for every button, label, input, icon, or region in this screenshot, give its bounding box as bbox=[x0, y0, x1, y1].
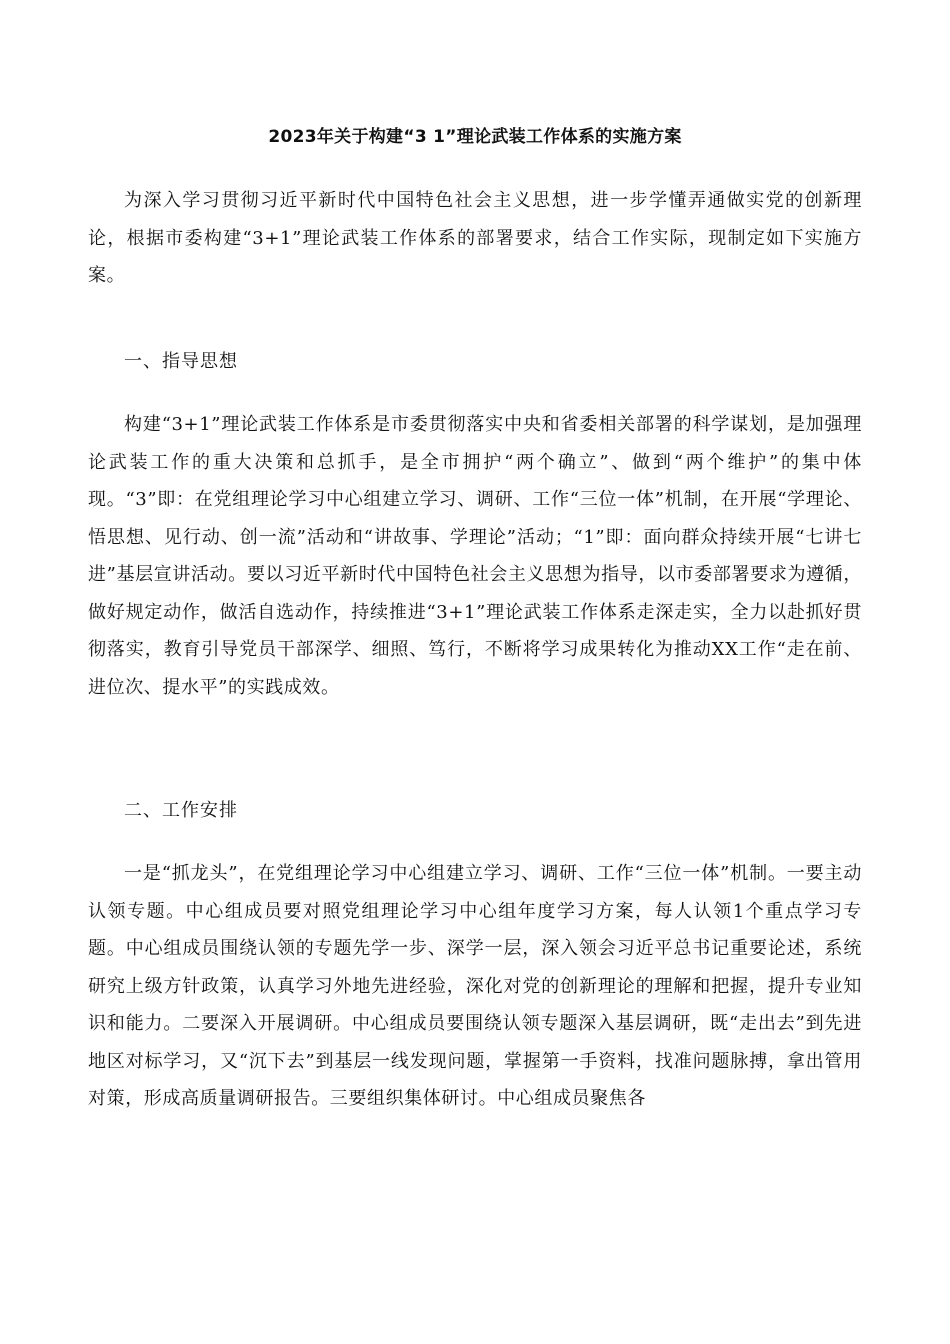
section-paragraph-work-arrangement: 一是“抓龙头”，在党组理论学习中心组建立学习、调研、工作“三位一体”机制。一要主动认领专题。中心组成员要对照党组理论学习中心组年度学习方案，每人认领1个重点学习专题。中心组成员围绕认领的专题先学一步、深学一层，深入领会习近平总书记重要论述，系统研究上级方针政策，认真学习外地先进经验，深化对党的创新理论的理解和把握，提升专业知识和能力。二要深入开展调研。中心组成员要围绕认领专题深入基层调研，既“走出去”到先进地区对标学习，又“沉下去”到基层一线发现问题，掌握第一手资料，找准问题脉搏，拿出管用对策，形成高质量调研报告。三要组织集体研讨。中心组成员聚焦各 bbox=[88, 863, 862, 1109]
document-title: 2023年关于构建“3 1”理论武装工作体系的实施方案 bbox=[268, 127, 682, 147]
intro-paragraph: 为深入学习贯彻习近平新时代中国特色社会主义思想，进一步学懂弄通做实党的创新理论，根据市委构建“3+1”理论武装工作体系的部署要求，结合工作实际，现制定如下实施方案。 bbox=[88, 190, 862, 286]
section-paragraph-guiding-ideology: 构建“3+1”理论武装工作体系是市委贯彻落实中央和省委相关部署的科学谋划，是加强理论武装工作的重大决策和总抓手，是全市拥护“两个确立”、做到“两个维护”的集中体现。“3”即：在党组理论学习中心组建立学习、调研、工作“三位一体”机制，在开展“学理论、悟思想、见行动、创一流”活动和“讲故事、学理论”活动；“1”即：面向群众持续开展“七讲七进”基层宣讲活动。要以习近平新时代中国特色社会主义思想为指导，以市委部署要求为遵循，做好规定动作，做活自选动作，持续推进“3+1”理论武装工作体系走深走实，全力以赴抓好贯彻落实，教育引导党员干部深学、细照、笃行，不断将学习成果转化为推动XX工作“走在前、进位次、提水平”的实践成效。 bbox=[88, 414, 862, 698]
section-heading-work-arrangement: 二、工作安排 bbox=[124, 800, 238, 821]
section-heading-guiding-ideology: 一、指导思想 bbox=[124, 351, 238, 372]
